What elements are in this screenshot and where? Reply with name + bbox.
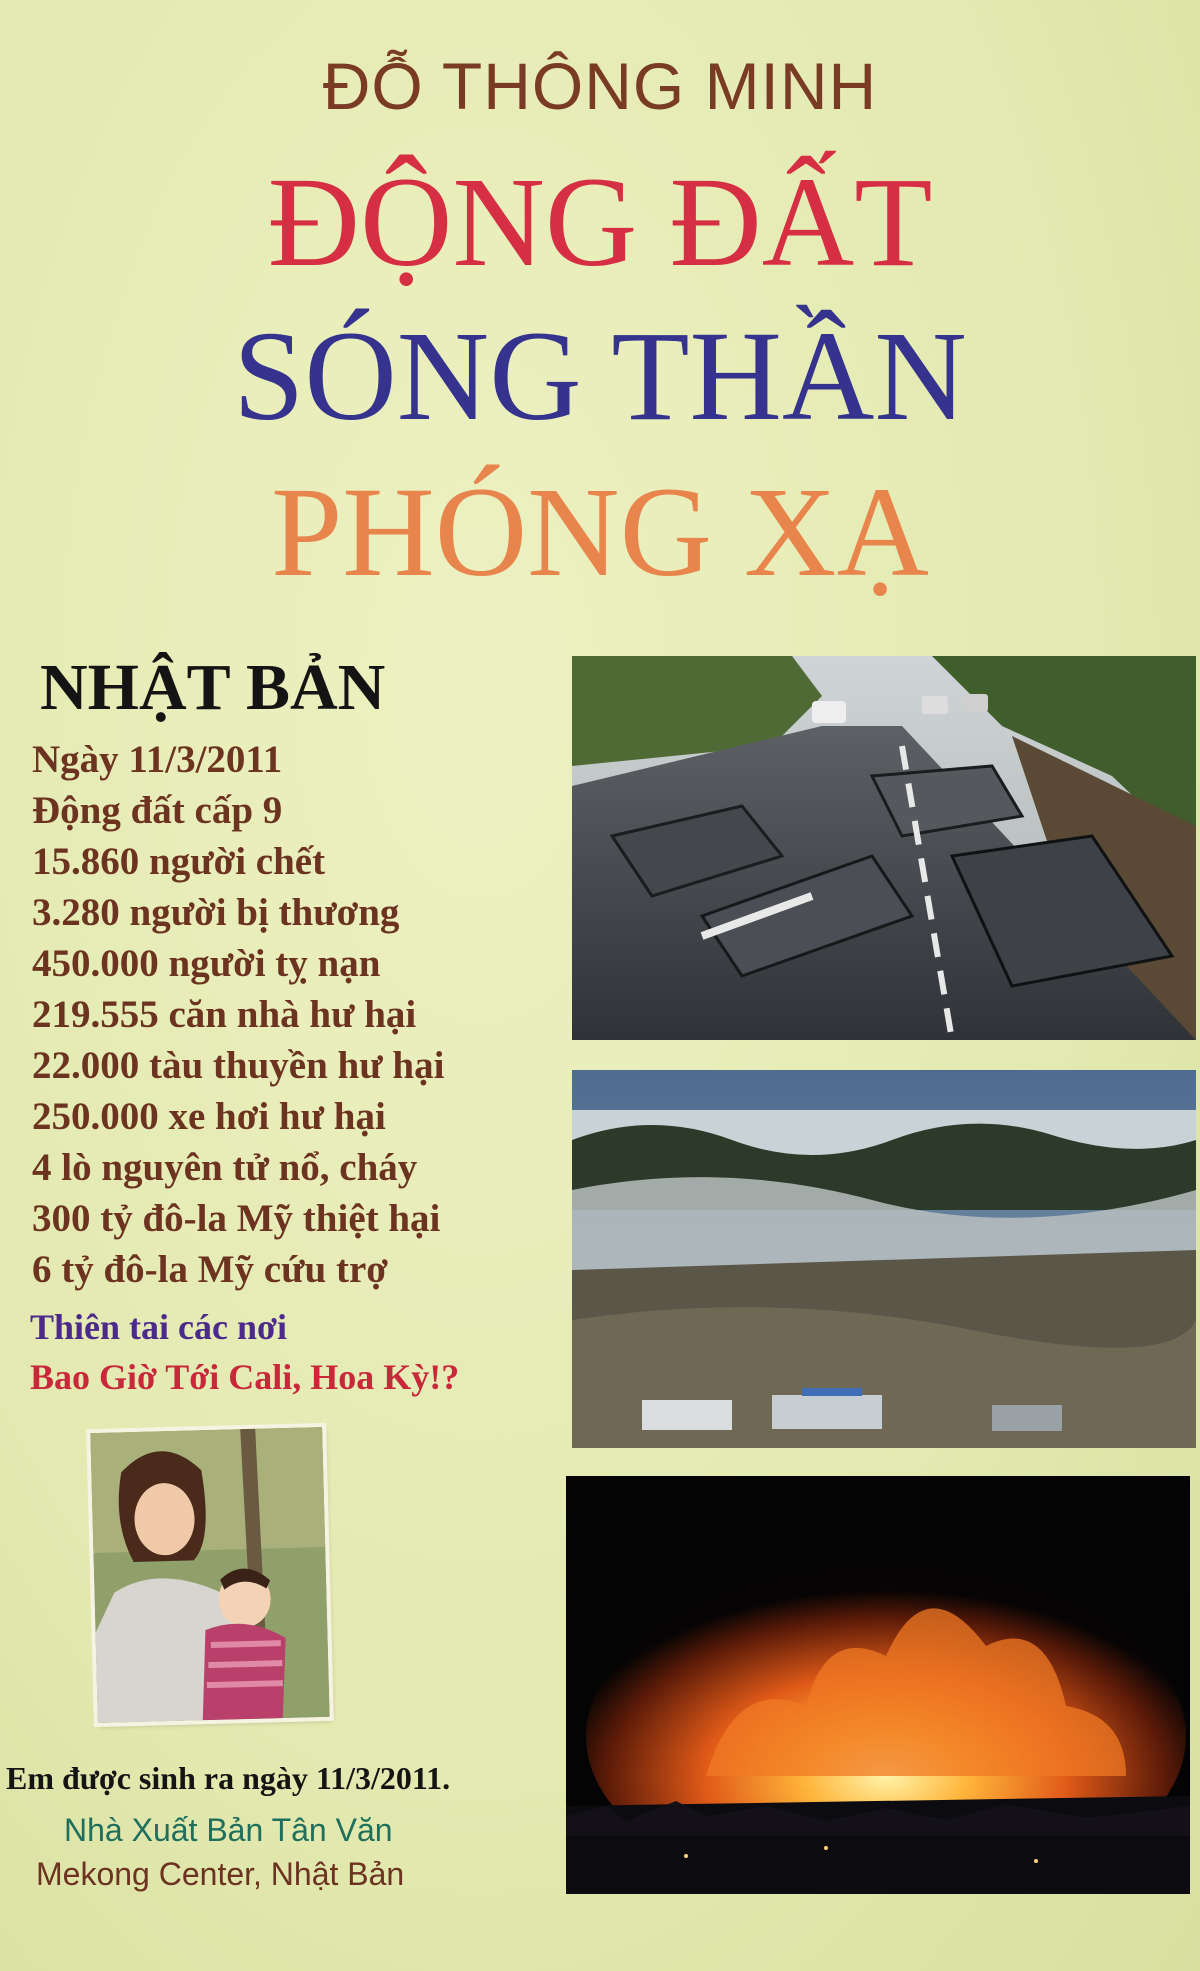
fact-item: Ngày 11/3/2011 (32, 738, 283, 781)
fact-item: 450.000 người tỵ nạn (32, 942, 381, 985)
fact-item: 300 tỷ đô-la Mỹ thiệt hại (32, 1197, 441, 1240)
fact-item: 6 tỷ đô-la Mỹ cứu trợ (32, 1248, 388, 1291)
author-name: ĐỖ THÔNG MINH (322, 49, 878, 123)
photo-fire-night (566, 1476, 1190, 1894)
publisher-location: Mekong Center, Nhật Bản (36, 1856, 405, 1892)
fact-item: 250.000 xe hơi hư hại (32, 1095, 386, 1138)
fact-item: 15.860 người chết (32, 840, 326, 883)
subheading-japan: NHẬT BẢN (40, 651, 386, 724)
publisher-name: Nhà Xuất Bản Tân Văn (64, 1812, 393, 1848)
photo-tsunami (572, 1070, 1196, 1448)
fact-item: 3.280 người bị thương (32, 891, 400, 934)
fact-item: Động đất cấp 9 (32, 789, 283, 832)
title-line-2: SÓNG THẦN (233, 305, 967, 447)
title-line-1: ĐỘNG ĐẤT (267, 151, 933, 293)
photo-mother-baby (90, 1427, 330, 1723)
title-line-3: PHÓNG XẠ (271, 461, 929, 603)
fact-item: 219.555 căn nhà hư hại (32, 993, 417, 1036)
tagline-disasters: Thiên tai các nơi (30, 1307, 287, 1347)
tagline-cali: Bao Giờ Tới Cali, Hoa Kỳ!? (30, 1357, 460, 1397)
fact-item: 22.000 tàu thuyền hư hại (32, 1044, 445, 1087)
baby-caption: Em được sinh ra ngày 11/3/2011. (6, 1760, 451, 1796)
facts-list (32, 734, 444, 1295)
photo-cracked-road (572, 656, 1196, 1040)
fact-item: 4 lò nguyên tử nổ, cháy (32, 1146, 418, 1189)
